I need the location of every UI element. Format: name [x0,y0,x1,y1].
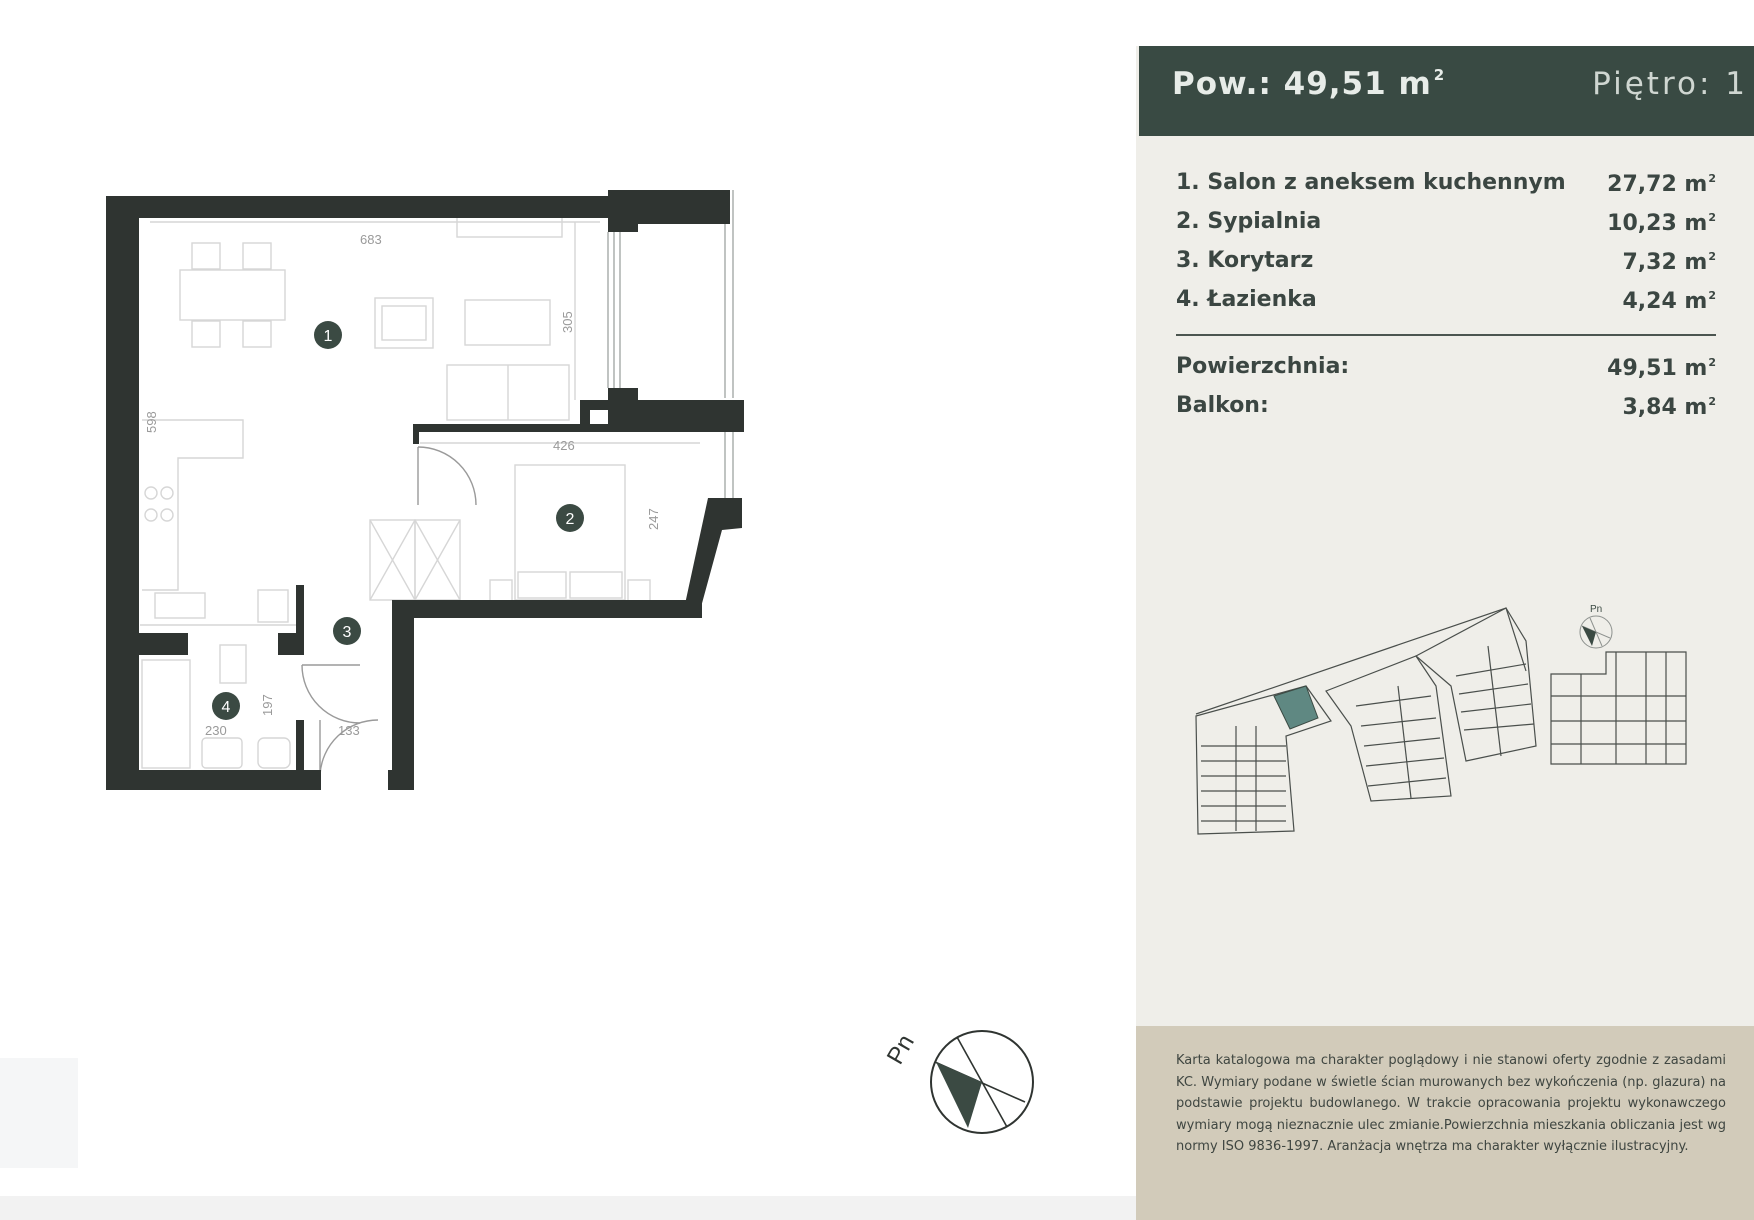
compass-north-label: Pn [881,1030,920,1069]
total-name: Powierzchnia: [1176,354,1350,379]
dimension-133: 133 [338,723,360,738]
floor-plan [0,0,760,800]
room-list [1176,170,1716,326]
furniture [140,217,700,768]
room-name: 2. Sypialnia [1176,209,1322,234]
total-area: 3,84 $m^2$ [1622,395,1716,420]
bathtub [142,660,190,768]
svg-text:4: 4 [221,699,231,716]
dimension-247: 247 [646,508,661,530]
corner-block [0,1058,78,1168]
room-row [1176,287,1716,326]
footer-strip [0,1196,1136,1220]
room-name: 4. Łazienka [1176,287,1317,312]
room-area: 7,32 $m^2$ [1622,250,1716,275]
room-marker-2 [556,504,584,532]
total-area: 49,51 $m^2$ [1607,356,1716,381]
windows [608,190,733,498]
panel-header [1139,46,1754,136]
room-row [1176,209,1716,248]
key-map-middle-wing [1196,608,1526,801]
key-map-east-building [1551,652,1686,764]
dimension-426: 426 [553,438,575,453]
svg-text:1: 1 [323,328,333,345]
room-name: 3. Korytarz [1176,248,1314,273]
room-area: 4,24 $m^2$ [1622,289,1716,314]
header-area: Pow.: 49,51 m $^2$ [1172,66,1446,102]
disclaimer-box [1136,1026,1754,1220]
dining-table [180,270,285,320]
dimension-305: 305 [560,311,575,333]
svg-text:3: 3 [342,624,352,641]
divider [1176,334,1716,336]
dimension-230: 230 [205,723,227,738]
dimension-197: 197 [260,694,275,716]
washing-machine [220,645,246,683]
total-row [1176,354,1716,393]
disclaimer-text: Karta katalogowa ma charakter poglądowy i nie stanowi oferty zgodnie z zasadami KC. Wymiary podane w świetle ścian murowanych bez wykończenia (np. glazura) na podstawie projektu budowlanego. W trakcie opracowania projektu wykonawczego wymiary mogą nieznacznie ulec zmianie.Powierzchnia mieszkania obliczania jest wg normy ISO 9836-1997. Aranżacja wnętrza ma charakter wyłącznie ilustracyjny. [1176,1053,1726,1154]
room-row [1176,248,1716,287]
room-row [1176,170,1716,209]
walls [106,190,744,790]
tv-cabinet [457,217,562,237]
header-floor: Piętro: 1 [1592,66,1748,102]
room-marker-4 [212,692,240,720]
dimension-683: 683 [360,232,382,247]
room-marker-1 [314,321,342,349]
dimension-598: 598 [144,411,159,433]
building-key-map [1176,586,1736,866]
north-compass [880,1010,1040,1160]
total-row [1176,393,1716,432]
room-area: 10,23 $m^2$ [1607,211,1716,236]
totals-list [1176,354,1716,432]
info-panel [1136,0,1754,1220]
room-area: 27,72 $m^2$ [1607,172,1716,197]
coffee-table [465,300,550,345]
toilet [258,738,290,768]
kitchen-counter [142,420,243,590]
room-name: 1. Salon z aneksem kuchennym [1176,170,1566,195]
key-map-compass [1580,604,1612,648]
total-name: Balkon: [1176,393,1269,418]
svg-text:2: 2 [565,511,575,528]
key-map-north-label: Pn [1590,604,1603,615]
washbasin [202,738,242,768]
room-marker-3 [333,617,361,645]
